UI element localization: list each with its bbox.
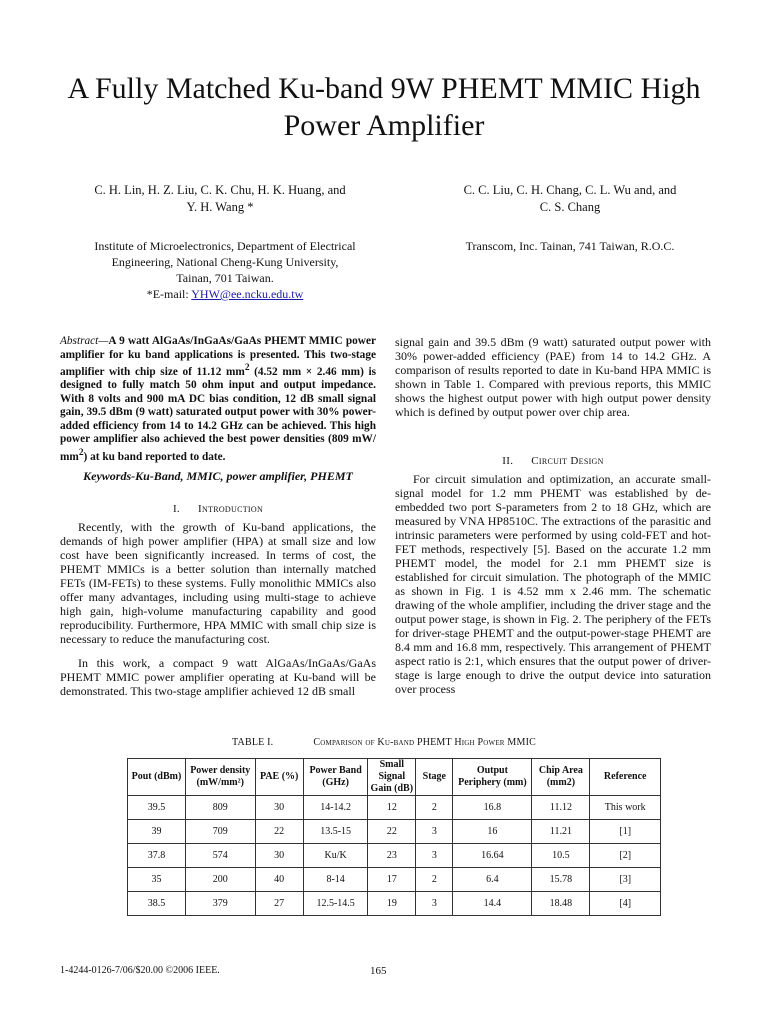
table-cell: 6.4 [453, 868, 532, 892]
section-heading-circuit-design [395, 455, 711, 467]
table-title: Comparison of Ku-band PHEMT High Power MMIC [313, 737, 536, 748]
table-row [128, 820, 661, 844]
intro-paragraph-1: Recently, with the growth of Ku-band applications, the demands of high power amplifier (HPA) at small size and low cost have been significantly increased. In terms of cost, the PHEMT MMICs is a better solution than internally matched FETs (IM-FETs) to these systems. Fully monolithic MMICs also offer many advantages, including using multi-stage to achieve high gain, high-volume manufacturing capability and good reproducibility. Furthermore, HPA MMIC with small chip size is necessary to reduce the manufacturing cost. [60, 520, 376, 646]
table-header-cell: Pout (dBm) [128, 759, 186, 796]
table-header-cell: Stage [416, 759, 453, 796]
table-cell: 12 [368, 796, 416, 820]
table-cell: 16.64 [453, 844, 532, 868]
abstract-text: A 9 watt AlGaAs/InGaAs/GaAs PHEMT MMIC power amplifier for ku band applications is presented. This two-stage amplifier with chip size of 11.12 mm [60, 335, 376, 378]
section-number: II. [502, 455, 514, 467]
affiliation-left-line2: Engineering, National Cheng-Kung University, [111, 255, 339, 269]
authors-right-line2: C. S. Chang [539, 200, 601, 214]
abstract-lead: Abstract [60, 335, 99, 347]
table-cell: 8-14 [303, 868, 368, 892]
table-cell: 2 [416, 796, 453, 820]
table-cell: 2 [416, 868, 453, 892]
introduction-body [60, 520, 376, 708]
table-cell: [2] [590, 844, 661, 868]
table-cell: [4] [590, 892, 661, 916]
section-number: I. [172, 503, 180, 515]
table-label: TABLE I. [232, 737, 274, 748]
table-cell: 22 [368, 820, 416, 844]
table-header-cell: Power density (mW/mm²) [185, 759, 255, 796]
table-cell: [3] [590, 868, 661, 892]
table-cell: 379 [185, 892, 255, 916]
table-cell: 574 [185, 844, 255, 868]
right-column-continuation [395, 335, 711, 419]
authors-left [40, 182, 400, 216]
abstract [60, 335, 376, 464]
comparison-table [127, 758, 661, 916]
authors-left-line1: C. H. Lin, H. Z. Liu, C. K. Chu, H. K. Huang, and [94, 183, 346, 197]
table-cell: 27 [255, 892, 303, 916]
table-row [128, 844, 661, 868]
table-cell: 709 [185, 820, 255, 844]
table-body [128, 796, 661, 916]
paper-title: A Fully Matched Ku-band 9W PHEMT MMIC High Power Amplifier [67, 72, 701, 142]
section-title: Introduction [197, 503, 264, 515]
authors-right-line1: C. C. Liu, C. H. Chang, C. L. Wu and, and [463, 183, 677, 197]
table-cell: 13.5-15 [303, 820, 368, 844]
page-number: 165 [370, 965, 387, 977]
table-cell: 3 [416, 844, 453, 868]
table-cell: 12.5-14.5 [303, 892, 368, 916]
table-cell: Ku/K [303, 844, 368, 868]
table-cell: 16 [453, 820, 532, 844]
copyright-notice: 1-4244-0126-7/06/$20.00 ©2006 IEEE. [60, 965, 220, 976]
table-cell: 10.5 [532, 844, 590, 868]
table-cell: 3 [416, 892, 453, 916]
table-cell: 22 [255, 820, 303, 844]
table-cell: 19 [368, 892, 416, 916]
authors-right [400, 182, 740, 216]
continuation-paragraph: signal gain and 39.5 dBm (9 watt) saturated output power with 30% power-added efficiency (PAE) from 14 to 14.2 GHz. A comparison of results reported to date in Ku-band HPA MMIC is shown in Table 1. Compared with previous reports, this MMIC shows the highest output power with high output power density which is defined by output power over chip area. [395, 335, 711, 419]
email-prefix: *E-mail: [146, 287, 192, 301]
affiliation-left-line1: Institute of Microelectronics, Department of Electrical [94, 239, 356, 253]
intro-paragraph-2: In this work, a compact 9 watt AlGaAs/InGaAs/GaAs PHEMT MMIC power amplifier operating at Ku-band will be demonstrated. This two-stage amplifier achieved 12 dB small [60, 656, 376, 698]
table-header-row [128, 759, 661, 796]
table-header-cell: PAE (%) [255, 759, 303, 796]
abstract-text3: ) at ku band reported to date. [83, 450, 226, 463]
table-cell: 18.48 [532, 892, 590, 916]
table-cell: 30 [255, 844, 303, 868]
table-cell: [1] [590, 820, 661, 844]
table-cell: 23 [368, 844, 416, 868]
abstract-dash: — [98, 335, 109, 347]
table-header-cell: Output Periphery (mm) [453, 759, 532, 796]
circuit-paragraph-1: For circuit simulation and optimization, an accurate small-signal model for 1.2 mm PHEMT was established by de-embedded two port S-parameters from 2 to 18 GHz, which are measured by VNA HP8510C. The extractions of the parasitic and intrinsic parameters were performed by using cold-FET and hot-FET methods, respectively [5]. Based on the accurate 1.2 mm PHEMT model, the model for 2.1 mm PHEMT size is established for circuit simulation. The photograph of the MMIC as shown in Fig. 1 is 4.52 mm x 2.46 mm. The schematic drawing of the whole amplifier, including the driver stage and the output power stage, is shown in Fig. 2. The periphery of the FETs for driver-stage PHEMT and the output-power-stage PHEMT are 8.4 mm and 16.8 mm, respectively. This arrangement of PHEMT aspect ratio is 2:1, which ensures that the output power of driver-stage is large enough to drive the output device into saturation over process [395, 472, 711, 696]
table-header-cell: Small Signal Gain (dB) [368, 759, 416, 796]
abstract-sup1: 2 [244, 363, 250, 373]
table-cell: 35 [128, 868, 186, 892]
table-header-cell: Power Band (GHz) [303, 759, 368, 796]
table-cell: 30 [255, 796, 303, 820]
abstract-sup2: 2 [78, 447, 84, 458]
section-title: Circuit Design [531, 455, 604, 467]
table-cell: 37.8 [128, 844, 186, 868]
authors-left-line2: Y. H. Wang * [186, 200, 254, 214]
affiliation-left-line3: Tainan, 701 Taiwan. [176, 271, 274, 285]
table-cell: 14.4 [453, 892, 532, 916]
circuit-design-body [395, 472, 711, 696]
table-cell: 14-14.2 [303, 796, 368, 820]
table-cell: 3 [416, 820, 453, 844]
table-cell: 11.21 [532, 820, 590, 844]
email-line [55, 286, 395, 302]
table-cell: 200 [185, 868, 255, 892]
table-cell: 809 [185, 796, 255, 820]
keywords: Keywords-Ku-Band, MMIC, power amplifier, PHEMT [83, 469, 353, 483]
table-cell: 17 [368, 868, 416, 892]
table-cell: 15.78 [532, 868, 590, 892]
table-row [128, 796, 661, 820]
affiliation-right: Transcom, Inc. Tainan, 741 Taiwan, R.O.C. [465, 239, 675, 253]
table-caption [60, 737, 708, 748]
abstract-text2: (4.52 mm × 2.46 mm) is designed to fully match 50 ohm input and output impedance. With 8 volts and 900 mA DC bias condition, 12 dB small signal gain, 39.5 dBm (9 watt) saturated output power with 30% power-added efficiency from 14 to 14.2 GHz can be achieved. This high power amplifier also achieved the best power densities (809 mW/ mm [60, 365, 376, 463]
table-cell: 38.5 [128, 892, 186, 916]
table-cell: 39.5 [128, 796, 186, 820]
table-cell: This work [590, 796, 661, 820]
email-link[interactable]: YHW@ee.ncku.edu.tw [191, 287, 304, 301]
table-cell: 39 [128, 820, 186, 844]
table-header-cell: Chip Area (mm2) [532, 759, 590, 796]
table-cell: 11.12 [532, 796, 590, 820]
table-row [128, 892, 661, 916]
table-row [128, 868, 661, 892]
table-header-cell: Reference [590, 759, 661, 796]
table-cell: 40 [255, 868, 303, 892]
section-heading-introduction [60, 503, 376, 515]
table-cell: 16.8 [453, 796, 532, 820]
affiliation-left [55, 238, 395, 302]
